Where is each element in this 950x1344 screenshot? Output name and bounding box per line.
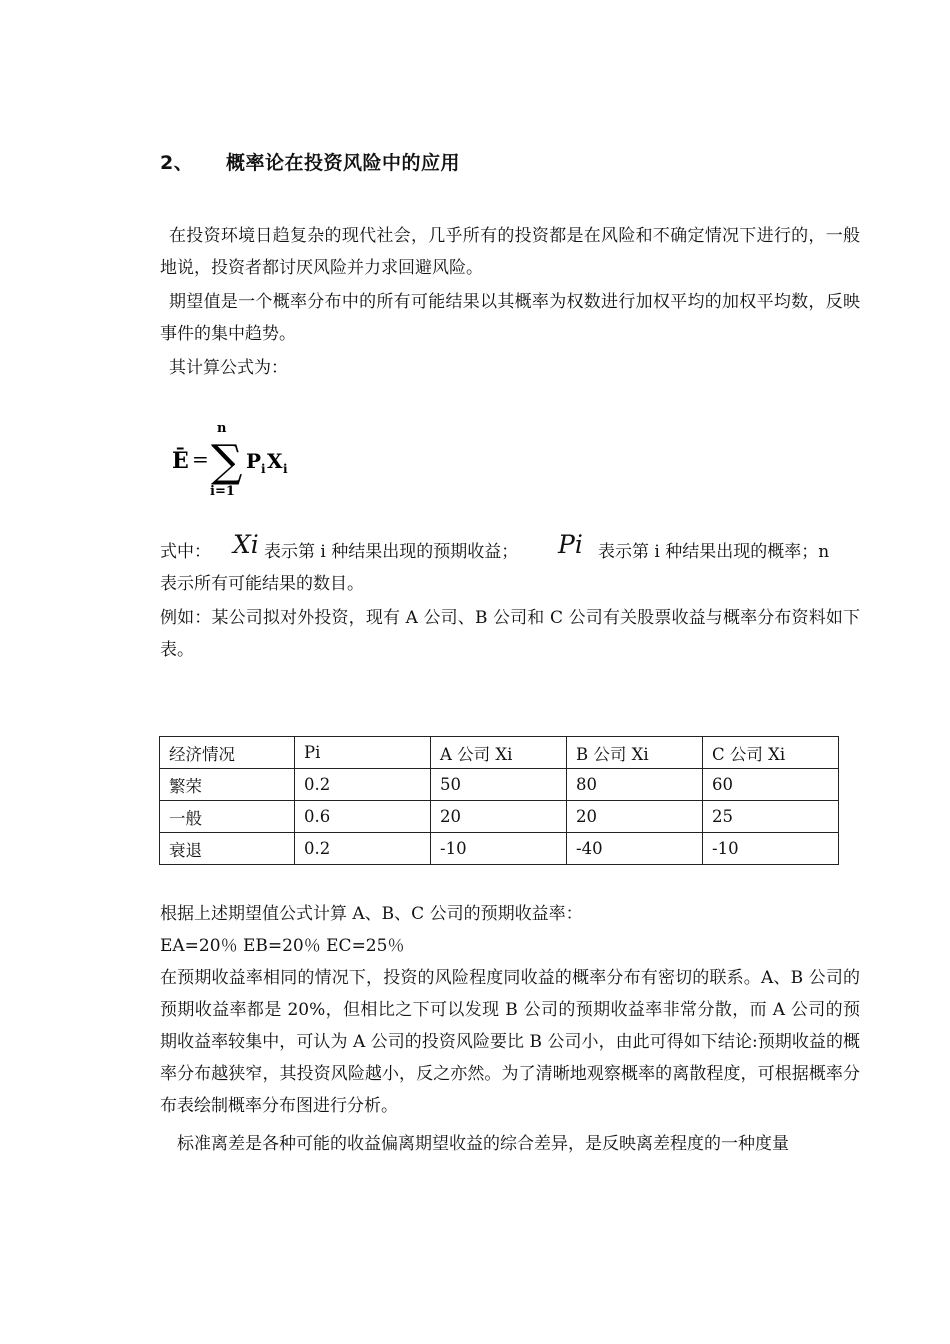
formula-term-x: X: [267, 449, 283, 473]
table-header-row: [160, 737, 839, 769]
formula-upper-limit: n: [217, 421, 227, 436]
table-header-cell: A 公司 Xi: [431, 737, 567, 769]
intro-paragraph-3: 其计算公式为：: [169, 358, 288, 378]
after-paragraph-1: 根据上述期望值公式计算 A、B、C 公司的预期收益率：: [160, 904, 583, 924]
formula-term-p-sub: i: [261, 462, 266, 476]
formula-equals: =: [192, 447, 209, 471]
intro-paragraph-1: 在投资环境日趋复杂的现代社会，几乎所有的投资都是在风险和不确定情况下进行的，一般地说，投资者都讨厌风险并力求回避风险。: [160, 226, 860, 278]
after-paragraph-3: 在预期收益率相同的情况下，投资的风险程度同收益的概率分布有密切的联系。A、B 公司的预期收益率都是 20%，但相比之下可以发现 B 公司的预期收益率非常分散，而 A 公司的预期收益率较集中，可认为 A 公司的投资风险要比 B 公司小，由此可得如下结论:预期收益的概率分布越狭窄，其投资风险越小，反之亦然。为了清晰地观察概率的离散程度，可根据概率分布表绘制概率分布图进行分析。: [160, 968, 860, 1116]
explanation-line-2: 表示所有可能结果的数目。: [160, 574, 364, 594]
example-paragraph: 例如：某公司拟对外投资，现有 A 公司、B 公司和 C 公司有关股票收益与概率分布资料如下表。: [160, 608, 860, 660]
table-cell: 繁荣: [160, 769, 295, 801]
formula-term-x-sub: i: [283, 462, 288, 476]
formula-lhs: Ē: [172, 448, 189, 474]
table-cell: -10: [703, 833, 839, 865]
table-cell: -40: [567, 833, 703, 865]
table-cell: 0.2: [295, 833, 431, 865]
table-cell: 20: [567, 801, 703, 833]
formula-sigma: ∑: [211, 436, 243, 487]
section-title: 概率论在投资风险中的应用: [226, 152, 461, 174]
table-row: [160, 769, 839, 801]
table-cell: 20: [431, 801, 567, 833]
table-row: [160, 833, 839, 865]
variable-pi: Pi: [558, 530, 583, 559]
table-cell: -10: [431, 833, 567, 865]
after-paragraph-2: EA=20％ EB=20％ EC=25％: [160, 936, 405, 956]
table-cell: 25: [703, 801, 839, 833]
table-header-cell: Pi: [295, 737, 431, 769]
table-cell: 60: [703, 769, 839, 801]
variable-xi: Xi: [233, 530, 259, 559]
section-heading: [160, 148, 460, 175]
table-row: [160, 801, 839, 833]
probability-table: [159, 736, 839, 865]
intro-paragraph-2: 期望值是一个概率分布中的所有可能结果以其概率为权数进行加权平均的加权平均数，反映事件的集中趋势。: [160, 292, 860, 344]
table-header-cell: B 公司 Xi: [567, 737, 703, 769]
table-cell: 0.6: [295, 801, 431, 833]
section-number: 2、: [160, 152, 194, 174]
expected-value-formula: [172, 418, 312, 500]
table-cell: 80: [567, 769, 703, 801]
explanation-xi-text: 表示第 i 种结果出现的预期收益；: [264, 542, 519, 562]
explanation-pi-text: 表示第 i 种结果出现的概率；n: [598, 542, 830, 562]
formula-term-p: P: [246, 449, 262, 473]
table-cell: 衰退: [160, 833, 295, 865]
explanation-prefix: 式中：: [160, 542, 211, 562]
table-cell: 一般: [160, 801, 295, 833]
table-header-cell: 经济情况: [160, 737, 295, 769]
table-cell: 0.2: [295, 769, 431, 801]
formula-lower-limit: i=1: [210, 484, 235, 499]
table-cell: 50: [431, 769, 567, 801]
table-header-cell: C 公司 Xi: [703, 737, 839, 769]
after-paragraph-4: 标准离差是各种可能的收益偏离期望收益的综合差异，是反映离差程度的一种度量: [177, 1134, 789, 1154]
